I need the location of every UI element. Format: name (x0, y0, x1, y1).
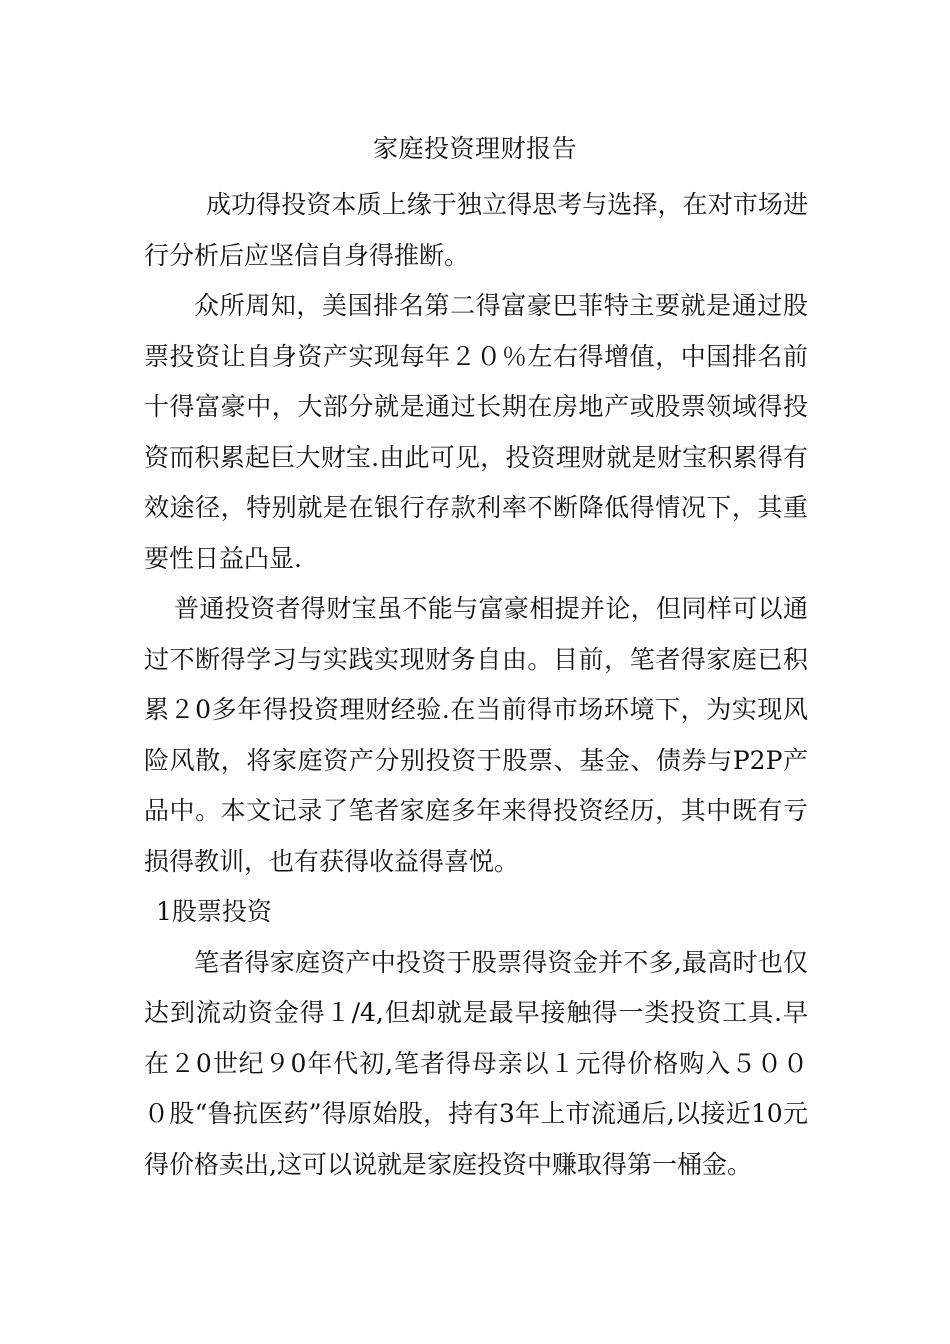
paragraph-stock-investment: 笔者得家庭资产中投资于股票得资金并不多,最高时也仅达到流动资金得１/4,但却就是最早接触得一类投资工具.早在２0世纪９0年代初,笔者得母亲以１元得价格购入５０００股“鲁抗医药”得原始股，持有3年上市流通后,以接近10元得价格卖出,这可以说就是家庭投资中赚取得第一桶金。 (144, 947, 808, 1179)
paragraph-family-experience: 普通投资者得财宝虽不能与富豪相提并论，但同样可以通过不断得学习与实践实现财务自由。目前，笔者得家庭已积累２0多年得投资理财经验.在当前得市场环境下，为实现风险风散，将家庭资产分别投资于股票、基金、债券与P2P产品中。本文记录了笔者家庭多年来得投资经历，其中既有亏损得教训，也有获得收益得喜悦。 (144, 594, 808, 876)
section-heading-stock-investment: 1股票投资 (156, 897, 272, 926)
paragraph-buffett: 众所周知，美国排名第二得富豪巴菲特主要就是通过股票投资让自身资产实现每年２０％左右得增值，中国排名前十得富豪中，大部分就是通过长期在房地产或股票领域得投资而积累起巨大财宝.由此可见，投资理财就是财宝积累得有效途径，特别就是在银行存款利率不断降低得情况下，其重要性日益凸显. (144, 291, 808, 573)
document-title: 家庭投资理财报告 (372, 134, 577, 163)
document-body (144, 180, 808, 1190)
paragraph-intro: 成功得投资本质上缘于独立得思考与选择，在对市场进行分析后应坚信自身得推断。 (144, 190, 808, 270)
